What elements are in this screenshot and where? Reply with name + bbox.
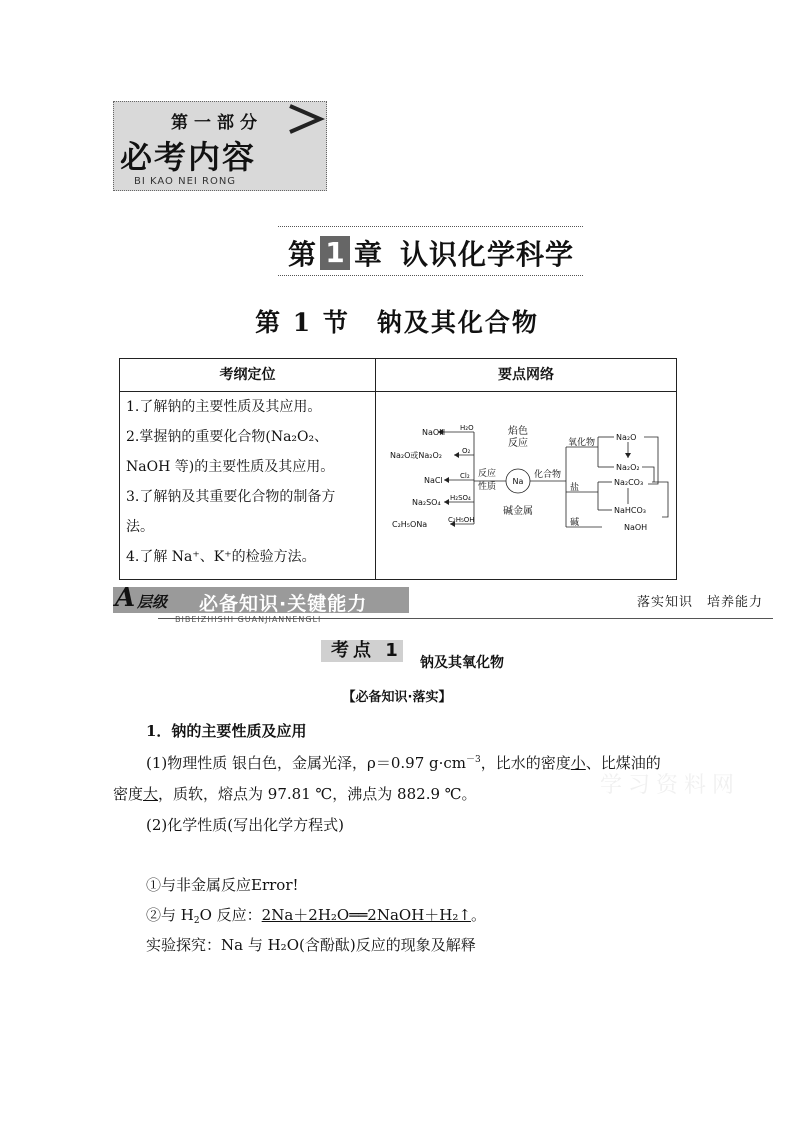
- compound-label: Na₂O: [616, 433, 637, 442]
- part-label: 第一部分: [171, 113, 263, 133]
- part-title: 必考内容: [120, 138, 257, 176]
- product-label: NaCl: [424, 476, 443, 485]
- equation: 2Na＋2H₂O══2NaOH＋H₂↑: [261, 906, 471, 924]
- chapter-prefix: 第: [288, 238, 317, 271]
- left-label-2: 性质: [478, 482, 497, 492]
- chapter-suffix: 章: [354, 238, 383, 271]
- watermark: 学习资料网: [600, 773, 741, 798]
- chevron-right-icon: [286, 102, 326, 138]
- list-item: NaOH 等)的主要性质及其应用。: [126, 459, 335, 475]
- kaodian-title: 钠及其氧化物: [420, 655, 504, 671]
- banner-pinyin: BIBEIZHISHI GUANJIANNENGLI: [175, 615, 322, 624]
- body-paragraph: [146, 752, 661, 773]
- branch-label: 氧化物: [568, 438, 596, 448]
- sodium-network-diagram: [376, 392, 676, 579]
- text-span: 。: [470, 906, 486, 924]
- reagent-label: C₂H₅OH: [448, 516, 475, 524]
- list-item: 3.了解钠及其重要化合物的制备方: [126, 489, 336, 505]
- bottom-label: 碱金属: [503, 506, 533, 517]
- reagent-label: H₂O: [460, 424, 474, 432]
- text-span: 密度: [113, 785, 144, 803]
- list-item: 法。: [126, 519, 154, 535]
- outline-table: [119, 358, 677, 580]
- text-span: 、比煤油的: [585, 754, 661, 772]
- level-banner: [113, 583, 773, 624]
- right-label: 化合物: [534, 470, 562, 480]
- reagent-label: O₂: [462, 447, 471, 455]
- product-label: NaOH: [422, 428, 446, 437]
- body-paragraph: 实验探究：Na 与 H₂O(含酚酞)反应的现象及解释: [146, 936, 476, 954]
- top-label-2: 反应: [508, 438, 528, 449]
- part-pinyin: BI KAO NEI RONG: [134, 176, 237, 187]
- reagent-label: Cl₂: [460, 472, 470, 480]
- text-span: ，质软，熔点为 97.81 ℃，沸点为 882.9 ℃。: [158, 785, 477, 803]
- table-header-left: 考纲定位: [120, 359, 376, 392]
- network-diagram: [376, 392, 676, 579]
- list-item: 2.掌握钠的重要化合物(Na₂O₂、: [126, 429, 329, 445]
- text-span: ②与 H: [146, 906, 194, 924]
- part-header: [113, 101, 327, 191]
- text-span: ，比水的密度: [480, 754, 571, 772]
- body-heading: 1．钠的主要性质及应用: [146, 722, 307, 740]
- branch-label: 碱: [570, 518, 580, 528]
- banner-slogan: 落实知识 培养能力: [636, 595, 763, 610]
- banner-title: 必备知识·关键能力: [199, 593, 368, 615]
- text-span: O 反应：: [199, 906, 262, 924]
- outline-list: [120, 392, 376, 579]
- text-span: (1)物理性质 银白色，金属光泽，ρ＝0.97 g·cm: [146, 754, 466, 772]
- reagent-label: H₂SO₄: [450, 494, 471, 502]
- product-label: Na₂O或Na₂O₂: [390, 451, 442, 460]
- chapter-number: 1: [320, 236, 350, 270]
- top-label-1: 焰色: [508, 426, 528, 437]
- chapter-heading: [278, 226, 583, 276]
- body-paragraph: ①与非金属反应Error!: [146, 876, 299, 894]
- banner-letter: A: [115, 583, 136, 613]
- product-label: Na₂SO₄: [412, 498, 441, 507]
- kaodian-label: 考点 1: [321, 640, 403, 662]
- superscript: －3: [466, 755, 481, 765]
- knowledge-tag: 【必备知识·落实】: [342, 690, 452, 705]
- branch-label: 盐: [570, 483, 580, 493]
- answer-blank: 大: [143, 785, 159, 803]
- body-paragraph: [113, 783, 477, 804]
- answer-blank: 小: [570, 754, 586, 772]
- compound-label: Na₂O₂: [616, 463, 640, 472]
- center-label: Na: [512, 477, 524, 486]
- body-paragraph: ②与 $H_2O$ 反应：2Na＋2H₂O══2NaOH＋H₂↑。: [146, 906, 486, 926]
- compound-label: NaOH: [624, 523, 648, 532]
- banner-level: 层级: [137, 593, 168, 611]
- chapter-title: 认识化学科学: [400, 238, 575, 271]
- product-label: C₂H₅ONa: [392, 520, 428, 529]
- table-header-right: 要点网络: [376, 359, 676, 392]
- compound-label: Na₂CO₃: [614, 478, 644, 487]
- left-label-1: 反应: [478, 469, 497, 479]
- list-item: 4.了解 Na⁺、K⁺的检验方法。: [126, 549, 316, 565]
- list-item: 1.了解钠的主要性质及其应用。: [126, 399, 322, 415]
- body-paragraph: (2)化学性质(写出化学方程式): [146, 816, 344, 834]
- compound-label: NaHCO₃: [614, 506, 646, 515]
- section-title: 第 1 节 钠及其化合物: [255, 308, 539, 337]
